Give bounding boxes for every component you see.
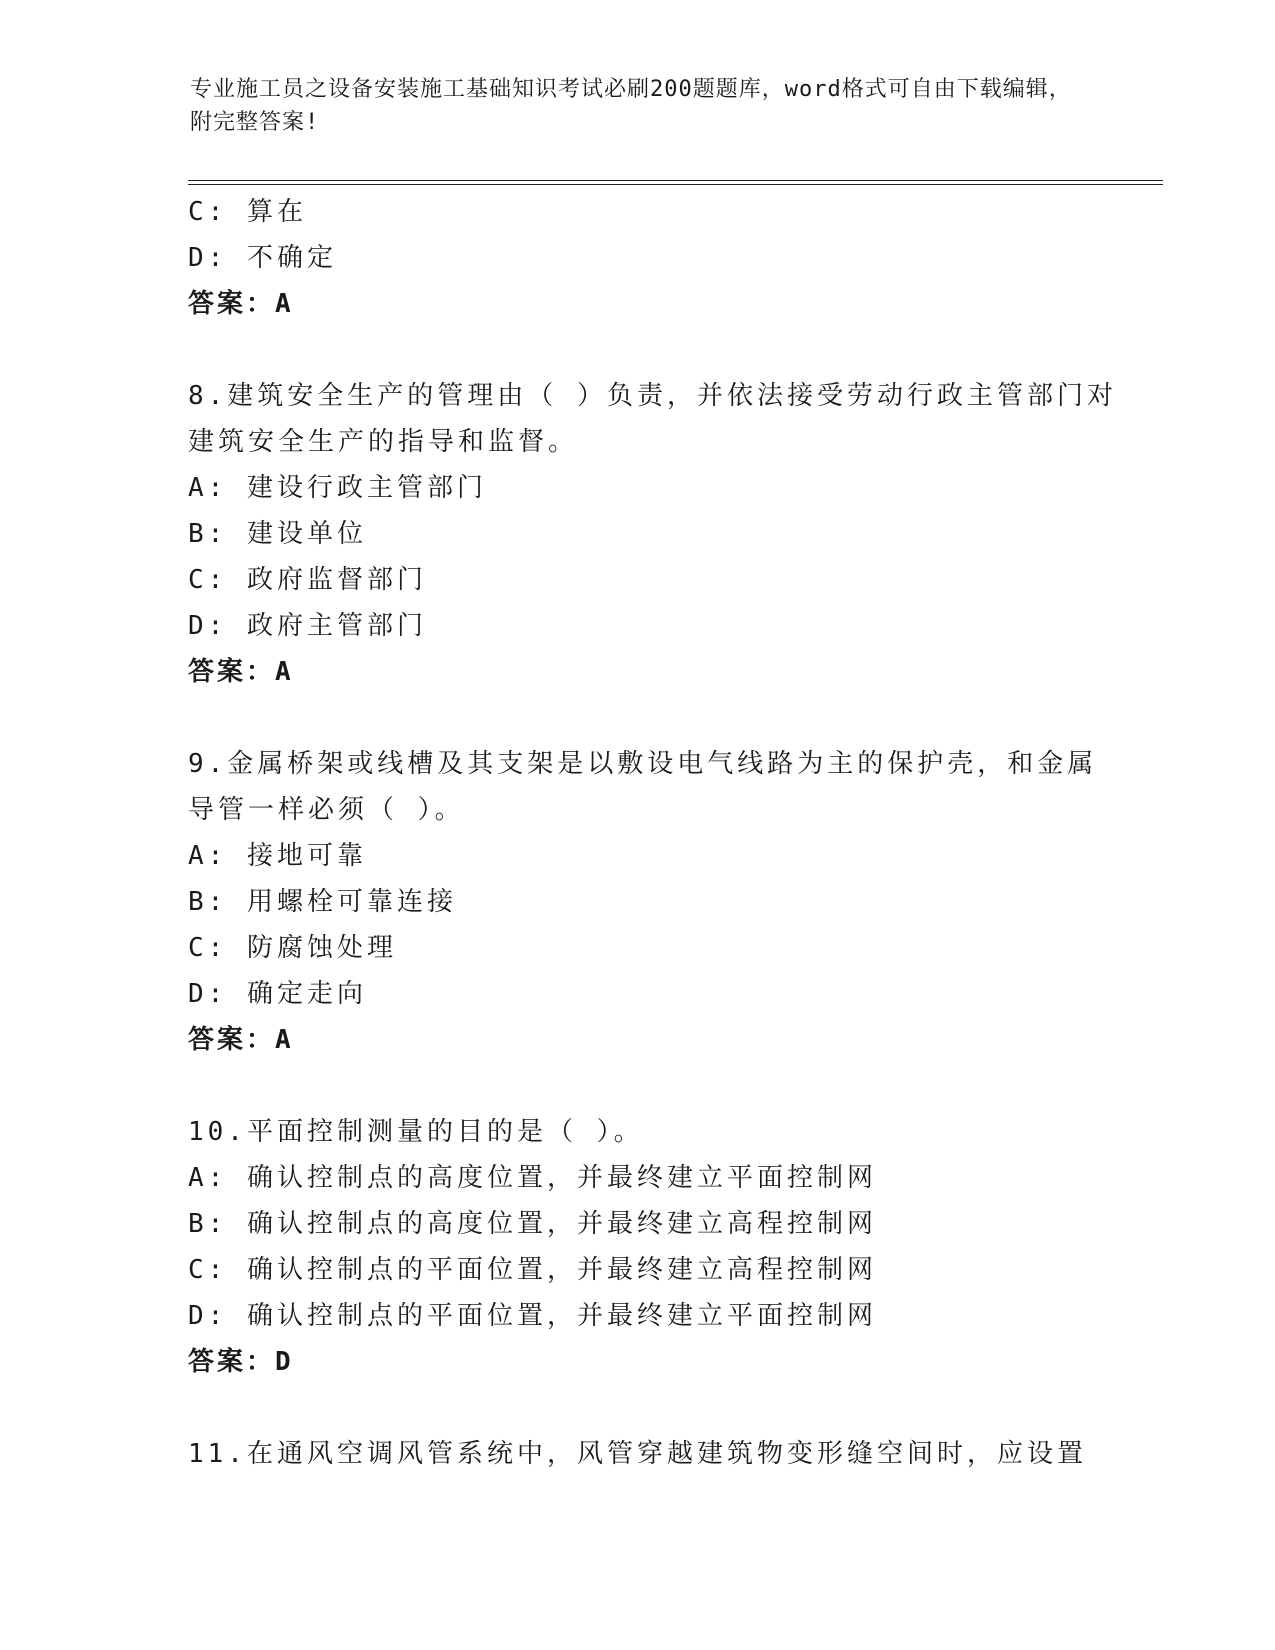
spacer [188, 1063, 1128, 1109]
option-c: C: 算在 [188, 197, 307, 227]
option-c: C: 确认控制点的平面位置，并最终建立高程控制网 [188, 1255, 877, 1285]
question-list [188, 189, 1128, 1477]
question-block-8 [188, 373, 1128, 695]
document-header [190, 73, 1090, 139]
question-stem: 11.在通风空调风管系统中，风管穿越建筑物变形缝空间时，应设置 [188, 1439, 1087, 1469]
question-stem: 8.建筑安全生产的管理由（ ）负责，并依法接受劳动行政主管部门对 [188, 381, 1117, 411]
spacer [188, 327, 1128, 373]
question-stem: 导管一样必须（ ）。 [188, 795, 465, 825]
header-divider-bottom [188, 184, 1163, 185]
option-b: B: 确认控制点的高度位置，并最终建立高程控制网 [188, 1209, 877, 1239]
option-a: A: 确认控制点的高度位置，并最终建立平面控制网 [188, 1163, 877, 1193]
spacer [188, 1385, 1128, 1431]
option-d: D: 政府主管部门 [188, 611, 427, 641]
option-d: D: 确认控制点的平面位置，并最终建立平面控制网 [188, 1301, 877, 1331]
spacer [188, 695, 1128, 741]
option-c: C: 防腐蚀处理 [188, 933, 397, 963]
question-block-11 [188, 1431, 1128, 1477]
question-stem: 建筑安全生产的指导和监督。 [188, 427, 579, 457]
option-d: D: 确定走向 [188, 979, 367, 1009]
header-divider-top [188, 180, 1163, 181]
option-a: A: 接地可靠 [188, 841, 367, 871]
answer-line: 答案：A [188, 1025, 294, 1055]
option-b: B: 建设单位 [188, 519, 367, 549]
answer-line: 答案：D [188, 1347, 294, 1377]
option-c: C: 政府监督部门 [188, 565, 427, 595]
option-b: B: 用螺栓可靠连接 [188, 887, 457, 917]
question-block-10 [188, 1109, 1128, 1385]
question-block-9 [188, 741, 1128, 1063]
question-block-7-continued [188, 189, 1128, 327]
answer-line: 答案：A [188, 289, 294, 319]
option-d: D: 不确定 [188, 243, 337, 273]
header-title: 专业施工员之设备安装施工基础知识考试必刷200题题库，word格式可自由下载编辑，附完整答案! [190, 77, 1072, 135]
question-stem: 10.平面控制测量的目的是（ ）。 [188, 1117, 644, 1147]
option-a: A: 建设行政主管部门 [188, 473, 487, 503]
answer-line: 答案：A [188, 657, 294, 687]
question-stem: 9.金属桥架或线槽及其支架是以敷设电气线路为主的保护壳，和金属 [188, 749, 1098, 779]
